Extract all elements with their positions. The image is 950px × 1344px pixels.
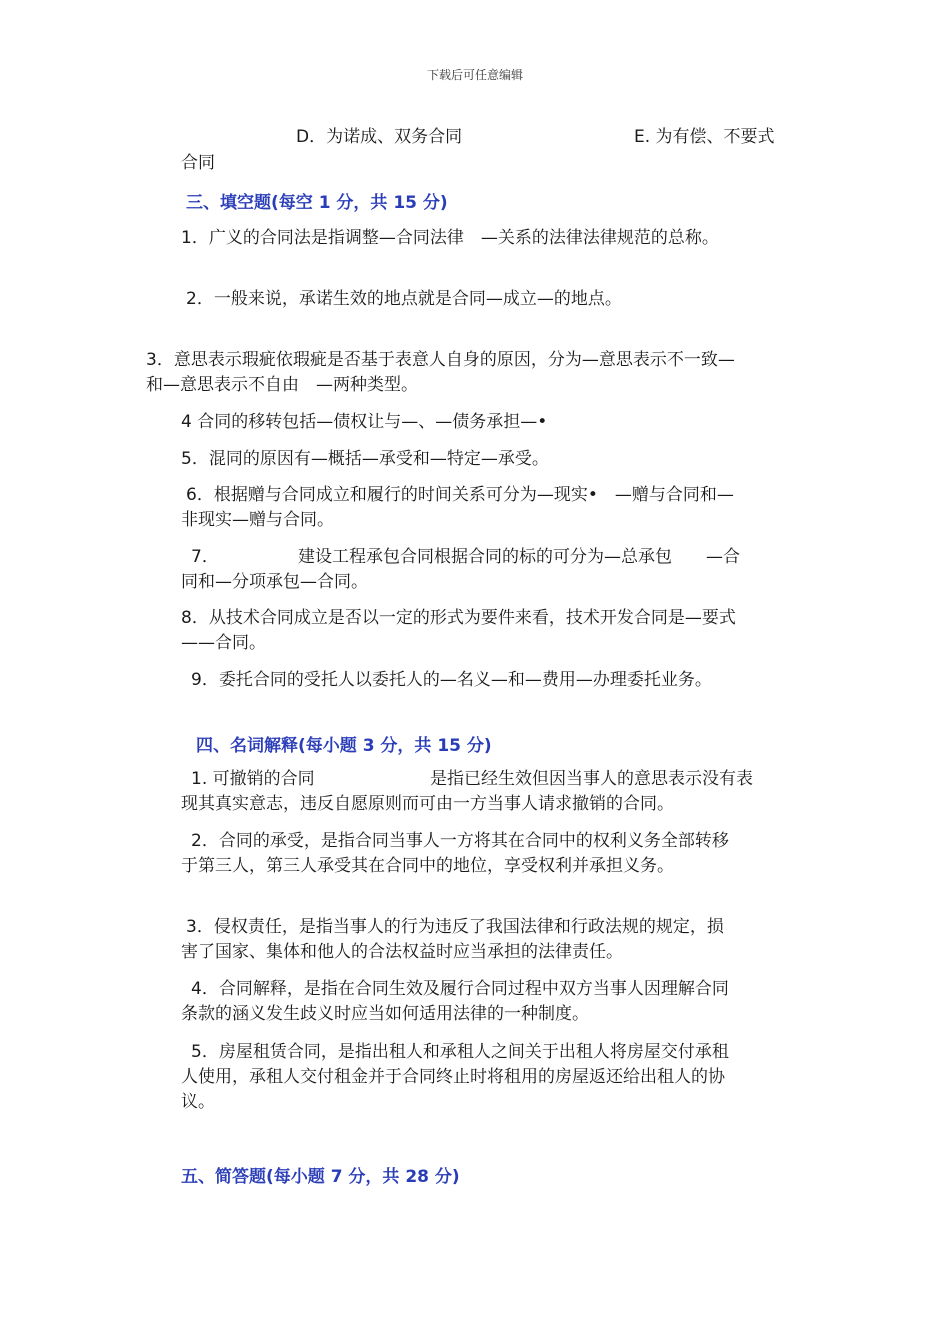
- fill-item-2: 2．一般来说，承诺生效的地点就是合同—成立—的地点。: [186, 289, 622, 309]
- term-5-line-3: 议。: [181, 1092, 215, 1112]
- option-d: D．为诺成、双务合同: [296, 127, 463, 147]
- fill-item-4: 4 合同的移转包括—债权让与—、—债务承担—•: [181, 412, 548, 432]
- fill-item-3-line-2: 和—意思表示不自由 —两种类型。: [146, 375, 418, 395]
- fill-item-9: 9．委托合同的受托人以委托人的—名义—和—费用—办理委托业务。: [191, 670, 712, 690]
- term-4-line-1: 4．合同解释，是指在合同生效及履行合同过程中双方当事人因理解合同: [191, 979, 729, 999]
- fill-item-7-line-1: 建设工程承包合同根据合同的标的可分为—总承包 —合: [298, 547, 740, 567]
- fill-item-6-line-1: 6．根据赠与合同成立和履行的时间关系可分为—现实• —赠与合同和—: [186, 485, 734, 505]
- term-3-line-1: 3．侵权责任，是指当事人的行为违反了我国法律和行政法规的规定，损: [186, 917, 724, 937]
- option-e: E. 为有偿、不要式: [634, 127, 775, 147]
- term-1-line-2: 现其真实意志，违反自愿原则而可由一方当事人请求撤销的合同。: [181, 794, 674, 814]
- term-2-line-1: 2．合同的承受，是指合同当事人一方将其在合同中的权利义务全部转移: [191, 831, 729, 851]
- term-4-line-2: 条款的涵义发生歧义时应当如何适用法律的一种制度。: [181, 1004, 589, 1024]
- fill-item-7-line-2: 同和—分项承包—合同。: [181, 572, 368, 592]
- fill-item-6-line-2: 非现实—赠与合同。: [181, 510, 334, 530]
- fill-item-8-line-1: 8．从技术合同成立是否以一定的形式为要件来看，技术开发合同是—要式: [181, 608, 736, 628]
- term-1-name: 1. 可撤销的合同: [191, 769, 315, 789]
- fill-item-1: 1．广义的合同法是指调整—合同法律 —关系的法律法律规范的总称。: [181, 228, 719, 248]
- term-1-line-1: 是指已经生效但因当事人的意思表示没有表: [430, 769, 753, 789]
- option-e-continuation: 合同: [181, 153, 215, 173]
- section-4-heading: 四、名词解释(每小题 3 分，共 15 分): [196, 736, 492, 756]
- term-5-line-2: 人使用，承租人交付租金并于合同终止时将租用的房屋返还给出租人的协: [181, 1067, 725, 1087]
- term-2-line-2: 于第三人，第三人承受其在合同中的地位，享受权利并承担义务。: [181, 856, 674, 876]
- fill-item-5: 5．混同的原因有—概括—承受和—特定—承受。: [181, 449, 549, 469]
- term-5-line-1: 5．房屋租赁合同，是指出租人和承租人之间关于出租人将房屋交付承租: [191, 1042, 729, 1062]
- page-header: 下载后可任意编辑: [426, 68, 523, 82]
- section-5-heading: 五、简答题(每小题 7 分，共 28 分): [181, 1167, 460, 1187]
- fill-item-3-line-1: 3．意思表示瑕疵依瑕疵是否基于表意人自身的原因，分为—意思表示不一致—: [146, 350, 735, 370]
- section-3-heading: 三、填空题(每空 1 分，共 15 分): [186, 193, 448, 213]
- fill-item-8-line-2: ——合同。: [181, 633, 266, 653]
- fill-item-7-number: 7．: [191, 547, 219, 567]
- term-3-line-2: 害了国家、集体和他人的合法权益时应当承担的法律责任。: [181, 942, 623, 962]
